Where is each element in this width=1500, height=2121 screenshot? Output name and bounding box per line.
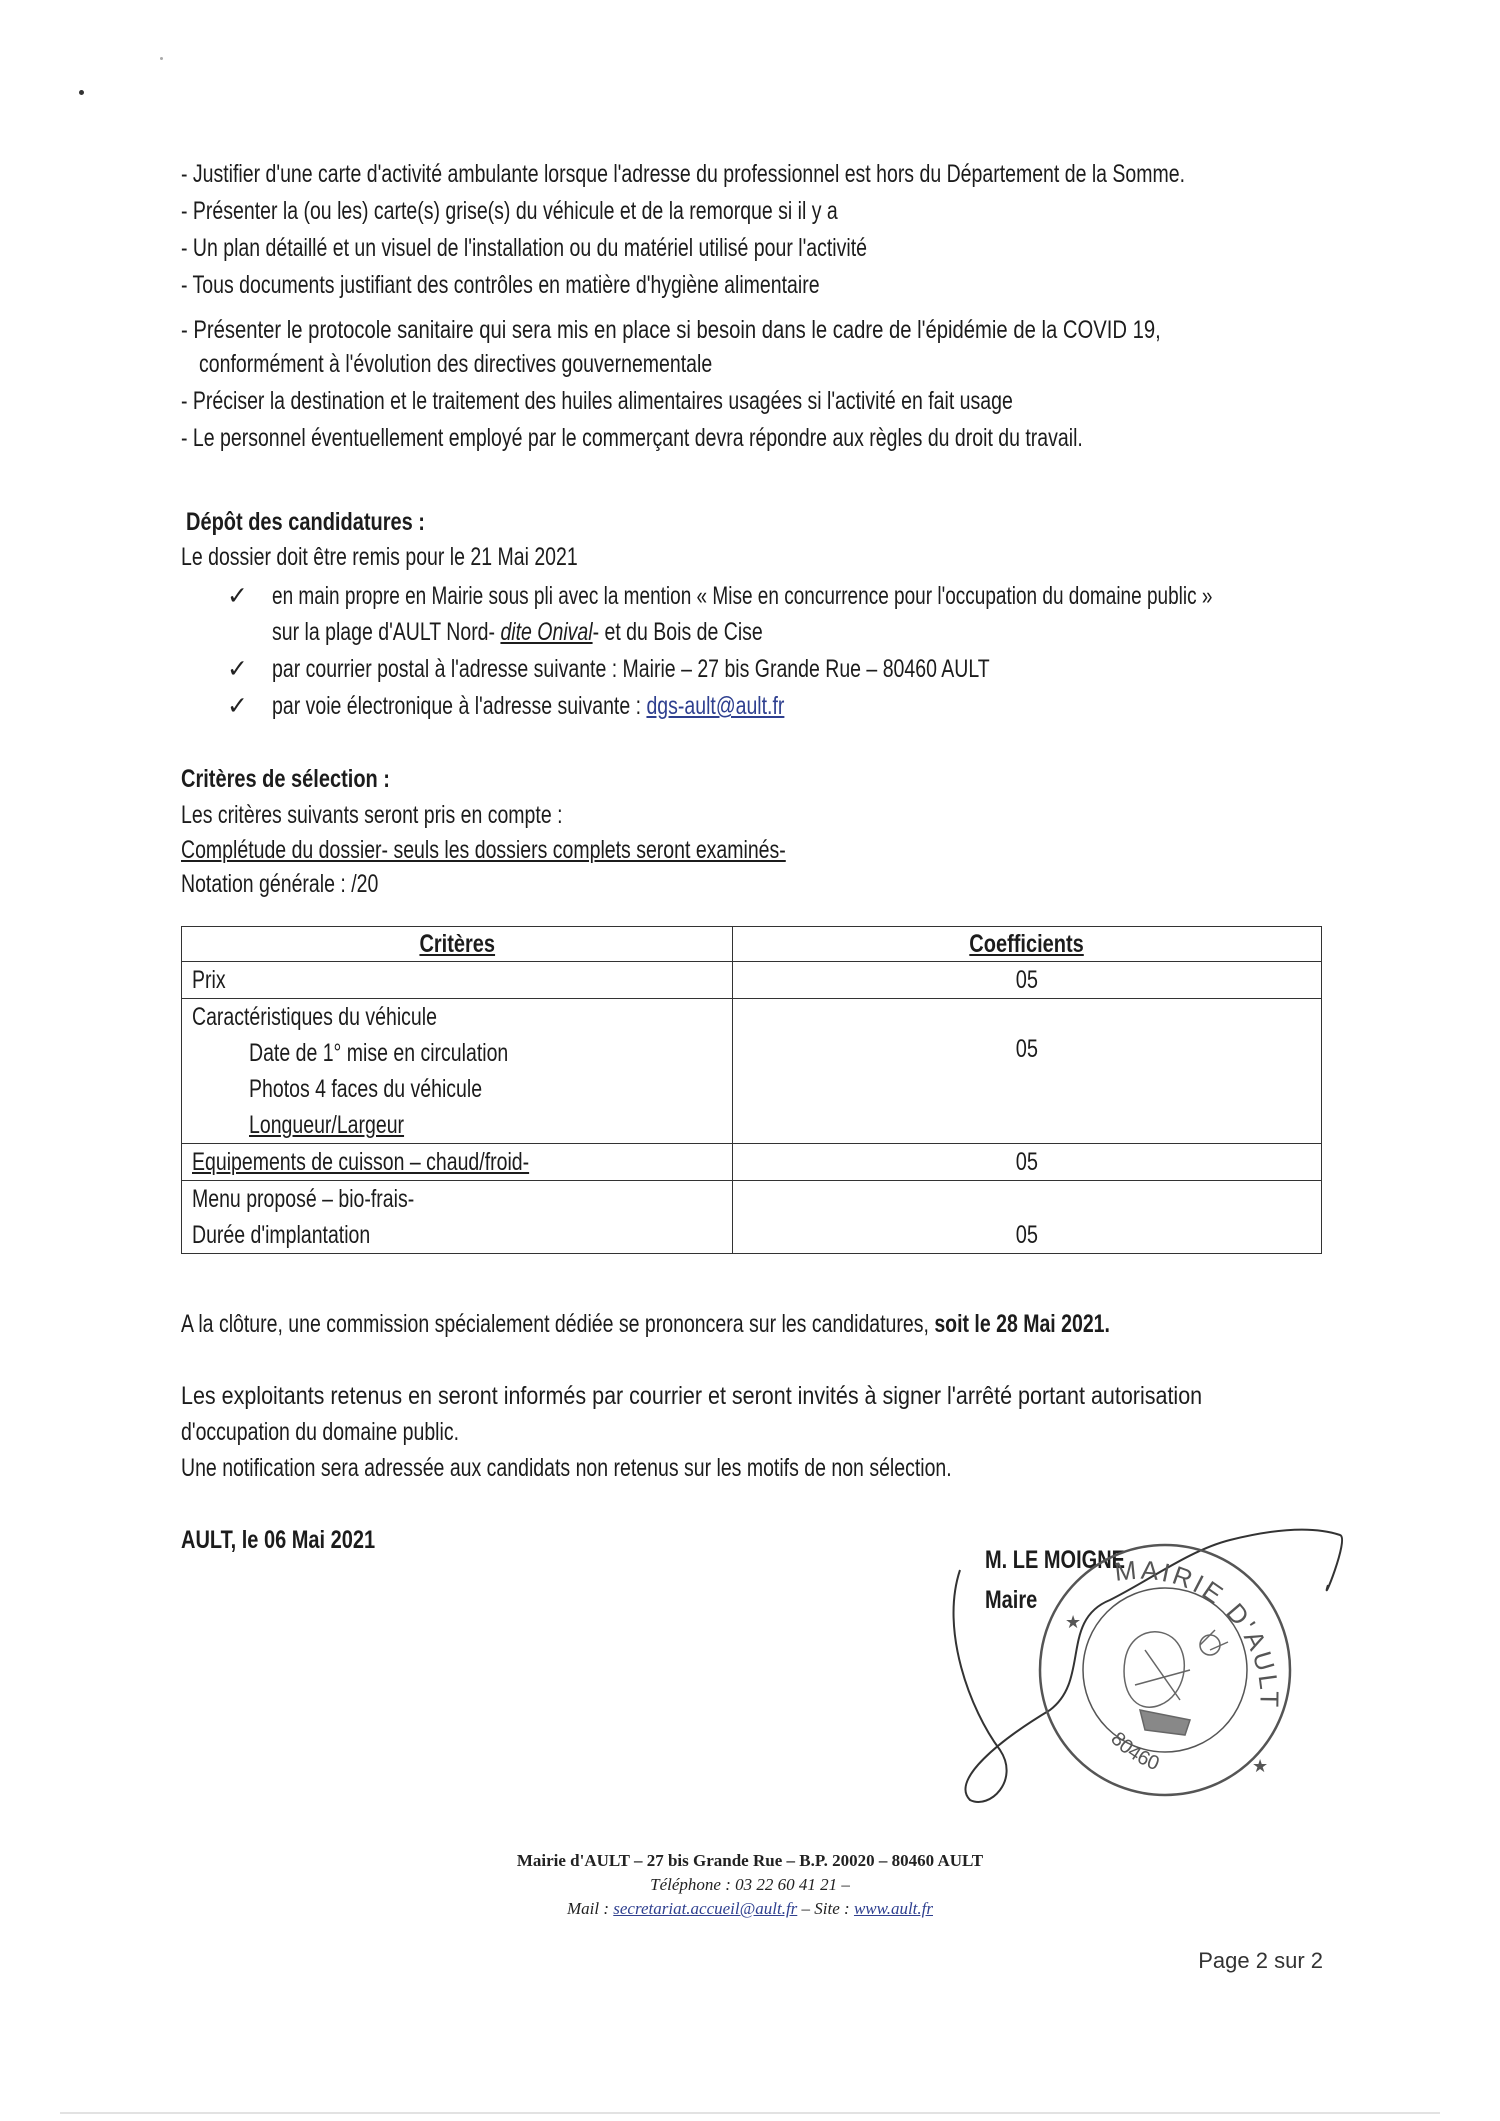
criterion-text: Prix xyxy=(192,966,226,994)
coefficient-text: 05 xyxy=(1015,965,1039,994)
official-stamp xyxy=(930,1510,1390,1830)
place-date-text: AULT, le 06 Mai 2021 xyxy=(181,1526,376,1554)
completude-line xyxy=(181,832,956,868)
table-header-text: Critères xyxy=(419,929,495,958)
footer-mail-label: Mail : xyxy=(566,1899,614,1918)
depot-heading xyxy=(186,504,485,540)
signatory-name: M. LE MOIGNE xyxy=(985,1546,1125,1574)
requirement-line xyxy=(181,267,1000,303)
exploitants-text: d'occupation du domaine public. xyxy=(181,1418,460,1446)
criterion-text: Durée d'implantation xyxy=(192,1221,371,1249)
depot-intro xyxy=(181,539,690,575)
depot-item xyxy=(272,688,929,724)
notification-line xyxy=(181,1450,1169,1486)
footer-mail-link[interactable]: secretariat.accueil@ault.fr xyxy=(613,1899,798,1918)
stamp-emblem xyxy=(1124,1630,1228,1735)
scan-edge xyxy=(60,2112,1440,2114)
depot-item-text: par courrier postal à l'adresse suivante : Mairie – 27 bis Grande Rue – 80460 AULT xyxy=(272,655,990,683)
criteres-intro xyxy=(181,797,670,833)
requirement-line xyxy=(181,383,1247,419)
table-row xyxy=(182,999,1322,1144)
table-header-coefficients xyxy=(733,927,1322,962)
requirement-text: - Préciser la destination et le traitement des huiles alimentaires usagées si l'activité en fait usage xyxy=(181,387,1013,415)
coefficient-text: 05 xyxy=(1015,1221,1039,1249)
criteres-heading-text: Critères de sélection : xyxy=(181,765,390,793)
requirement-line xyxy=(181,156,1468,192)
cloture-part: A la clôture, une commission spécialement dédiée se prononcera sur les candidatures, xyxy=(181,1310,935,1338)
table-cell-criterion xyxy=(182,1181,733,1254)
signatory-title: Maire xyxy=(985,1586,1038,1614)
table-cell-coefficient xyxy=(733,1181,1322,1254)
page-number: Page 2 sur 2 xyxy=(1198,1948,1323,1973)
notation-line xyxy=(181,866,434,902)
stamp-code: 80460 xyxy=(1106,1728,1163,1776)
criteres-heading xyxy=(181,761,442,797)
depot-intro-text: Le dossier doit être remis pour le 21 Mai 2021 xyxy=(181,543,578,571)
footer-contact xyxy=(0,1897,1500,1921)
stamp-star-icon: ★ xyxy=(1065,1612,1082,1632)
exploitants-line xyxy=(181,1414,537,1450)
cloture-line xyxy=(181,1306,1372,1342)
requirement-text: - Présenter le protocole sanitaire qui sera mis en place si besoin dans le cadre de l'épidémie de la COVID 19, xyxy=(181,316,1161,344)
footer-site-link[interactable]: www.ault.fr xyxy=(853,1899,933,1918)
criteres-intro-text: Les critères suivants seront pris en compte : xyxy=(181,801,563,829)
table-header-row xyxy=(182,927,1322,962)
depot-item-part: par voie électronique à l'adresse suivante : xyxy=(272,692,647,720)
depot-item-text xyxy=(272,688,784,724)
table-cell-criterion xyxy=(182,962,733,999)
requirement-text: - Présenter la (ou les) carte(s) grise(s) du véhicule et de la remorque si il y a xyxy=(181,197,838,225)
table-row xyxy=(182,1181,1322,1254)
notation-text: Notation générale : /20 xyxy=(181,870,379,898)
coefficient-text: 05 xyxy=(1015,1035,1039,1063)
table-cell-coefficient xyxy=(733,999,1322,1144)
table-cell-criterion xyxy=(182,1144,733,1181)
place-date xyxy=(181,1522,424,1558)
scan-speck xyxy=(160,57,163,60)
table-header-text: Coefficients xyxy=(969,929,1085,958)
checkmark-icon: ✓ xyxy=(227,691,248,720)
requirement-line xyxy=(181,420,1337,456)
exploitants-line xyxy=(181,1378,1368,1414)
table-header-criteres xyxy=(182,927,733,962)
footer-phone xyxy=(0,1873,1500,1897)
depot-heading-text: Dépôt des candidatures : xyxy=(186,508,425,536)
requirement-line xyxy=(181,312,1391,348)
email-link[interactable]: dgs-ault@ault.fr xyxy=(646,692,785,720)
exploitants-text: Les exploitants retenus en seront informés par courrier et seront invités à signer l'arrêté portant autorisation xyxy=(181,1382,1203,1410)
table-cell-criterion xyxy=(182,999,733,1144)
table-cell-coefficient xyxy=(733,962,1322,999)
requirement-line xyxy=(181,193,1023,229)
table-row xyxy=(182,962,1322,999)
notification-text: Une notification sera adressée aux candidats non retenus sur les motifs de non sélection. xyxy=(181,1454,952,1482)
requirement-text: conformément à l'évolution des directives gouvernementale xyxy=(199,350,713,378)
requirement-text: - Le personnel éventuellement employé par le commerçant devra répondre aux règles du droit du travail. xyxy=(181,424,1083,452)
criterion-subtext: Date de 1° mise en circulation xyxy=(249,1039,509,1067)
checkmark-icon: ✓ xyxy=(227,654,248,683)
depot-item-part: sur la plage d'AULT Nord- xyxy=(272,618,501,646)
depot-item xyxy=(272,578,1500,614)
checkmark-icon: ✓ xyxy=(227,581,248,610)
cloture-text xyxy=(181,1306,1110,1342)
requirement-text: - Tous documents justifiant des contrôles en matière d'hygiène alimentaire xyxy=(181,271,820,299)
criteria-table xyxy=(181,926,1322,1254)
onival-text: dite Onival xyxy=(500,618,593,646)
stamp-star-icon: ★ xyxy=(1252,1756,1269,1776)
table-row xyxy=(182,1144,1322,1181)
depot-item-text: en main propre en Mairie sous pli avec la mention « Mise en concurrence pour l'occupation du domaine public » xyxy=(272,582,1213,610)
completude-text: Complétude du dossier- seuls les dossiers complets seront examinés- xyxy=(181,836,786,864)
criterion-subtext: Longueur/Largeur xyxy=(249,1111,405,1139)
coefficient-text: 05 xyxy=(1015,1147,1039,1176)
requirement-line xyxy=(181,230,1060,266)
cloture-date: soit le 28 Mai 2021. xyxy=(934,1310,1110,1338)
depot-item-part: - et du Bois de Cise xyxy=(592,618,763,646)
depot-item-continued-text xyxy=(272,614,763,650)
criterion-text: Equipements de cuisson – chaud/froid- xyxy=(192,1148,530,1176)
requirement-text: - Un plan détaillé et un visuel de l'installation ou du matériel utilisé pour l'activité xyxy=(181,234,867,262)
depot-item-continued xyxy=(272,614,901,650)
table-cell-coefficient xyxy=(733,1144,1322,1181)
footer-phone-text: Téléphone : 03 22 60 41 21 – xyxy=(650,1875,850,1894)
depot-item xyxy=(272,651,1192,687)
stamp-text: MAIRIE D'AULT xyxy=(1113,1554,1285,1711)
footer-site-label: – Site : xyxy=(797,1899,854,1918)
requirement-text: - Justifier d'une carte d'activité ambulante lorsque l'adresse du professionnel est hors du Département de la Somme. xyxy=(181,160,1186,188)
requirement-line xyxy=(199,346,857,382)
criterion-text: Menu proposé – bio-frais- xyxy=(192,1185,415,1213)
footer-address xyxy=(0,1849,1500,1873)
scan-speck xyxy=(79,90,84,95)
criterion-subtext: Photos 4 faces du véhicule xyxy=(249,1075,483,1103)
criterion-text: Caractéristiques du véhicule xyxy=(192,1003,437,1031)
footer-address-text: Mairie d'AULT – 27 bis Grande Rue – B.P. 20020 – 80460 AULT xyxy=(516,1851,984,1870)
